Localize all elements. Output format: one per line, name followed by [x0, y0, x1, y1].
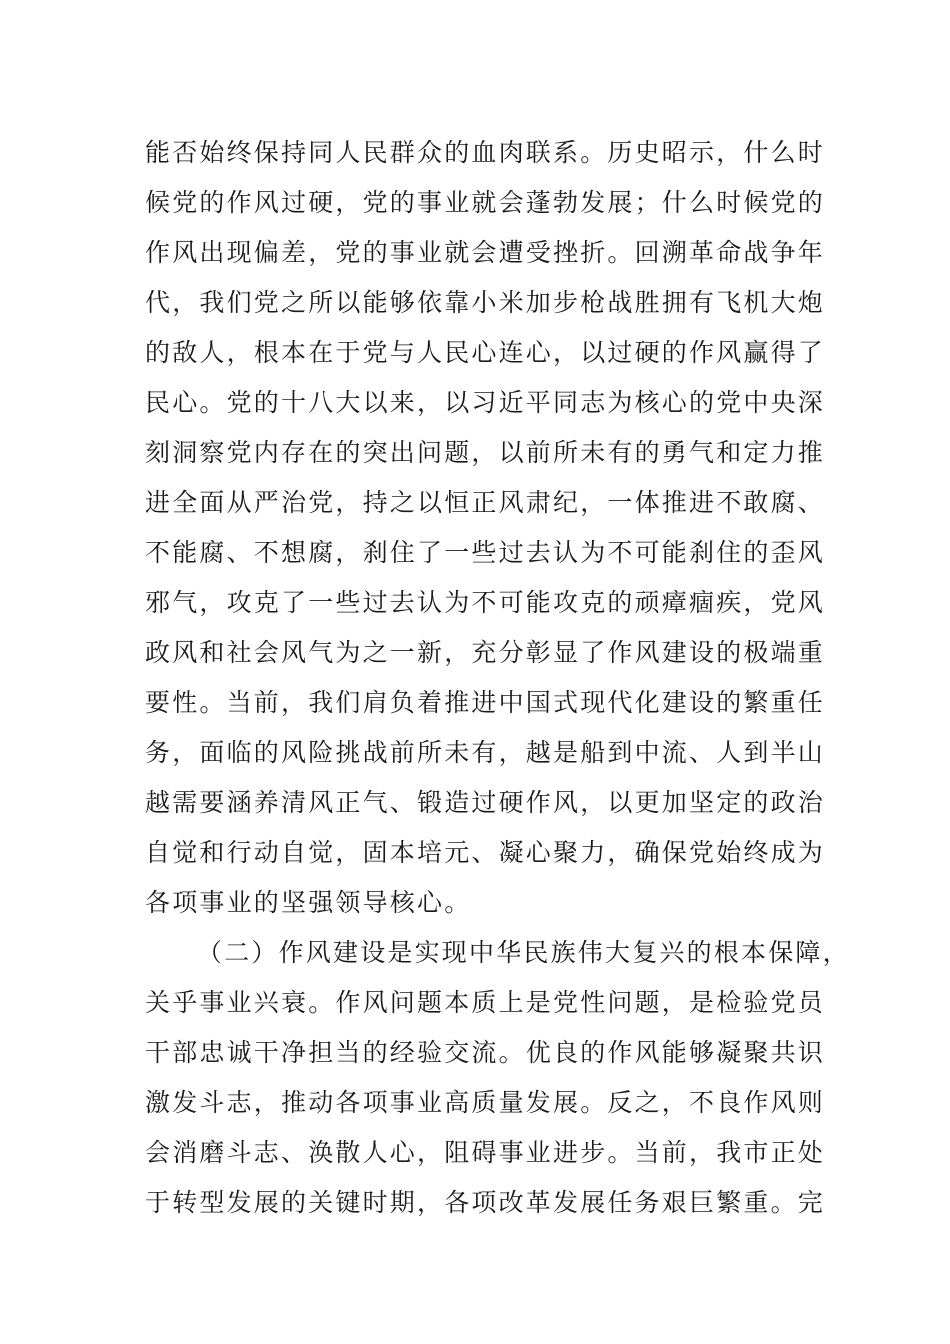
text-line: 进全面从严治党，持之以恒正风肃纪，一体推进不敢腐、 [145, 488, 826, 517]
text-line: 越需要涵养清风正气、锻造过硬作风，以更加坚定的政治 [145, 788, 826, 817]
text-line: 不能腐、不想腐，刹住了一些过去认为不可能刹住的歪风 [145, 538, 826, 567]
text-line: 代，我们党之所以能够依靠小米加步枪战胜拥有飞机大炮 [145, 288, 826, 317]
text-line: 关乎事业兴衰。作风问题本质上是党性问题，是检验党员 [145, 988, 826, 1017]
text-line: 刻洞察党内存在的突出问题，以前所未有的勇气和定力推 [145, 438, 826, 467]
text-line: 候党的作风过硬，党的事业就会蓬勃发展；什么时候党的 [145, 188, 826, 217]
section-heading-line: （二）作风建设是实现中华民族伟大复兴的根本保障， [197, 938, 850, 967]
text-line: 邪气，攻克了一些过去认为不可能攻克的顽瘴痼疾，党风 [145, 588, 826, 617]
text-line: 会消磨斗志、涣散人心，阻碍事业进步。当前，我市正处 [145, 1138, 826, 1167]
text-line: 务，面临的风险挑战前所未有，越是船到中流、人到半山 [145, 738, 826, 767]
text-line: 要性。当前，我们肩负着推进中国式现代化建设的繁重任 [145, 688, 826, 717]
text-line: 于转型发展的关键时期，各项改革发展任务艰巨繁重。完 [145, 1188, 826, 1217]
text-line: 作风出现偏差，党的事业就会遭受挫折。回溯革命战争年 [145, 238, 826, 267]
text-line: 干部忠诚干净担当的经验交流。优良的作风能够凝聚共识 [145, 1038, 826, 1067]
body-text [145, 128, 850, 1228]
text-line: 的敌人，根本在于党与人民心连心，以过硬的作风赢得了 [145, 338, 826, 367]
text-line: 能否始终保持同人民群众的血肉联系。历史昭示，什么时 [145, 138, 826, 167]
text-line: 激发斗志，推动各项事业高质量发展。反之，不良作风则 [145, 1088, 826, 1117]
text-line: 民心。党的十八大以来，以习近平同志为核心的党中央深 [145, 388, 826, 417]
text-line: 自觉和行动自觉，固本培元、凝心聚力，确保党始终成为 [145, 838, 826, 867]
text-line: 各项事业的坚强领导核心。 [145, 888, 472, 917]
text-line: 政风和社会风气为之一新，充分彰显了作风建设的极端重 [145, 638, 826, 667]
